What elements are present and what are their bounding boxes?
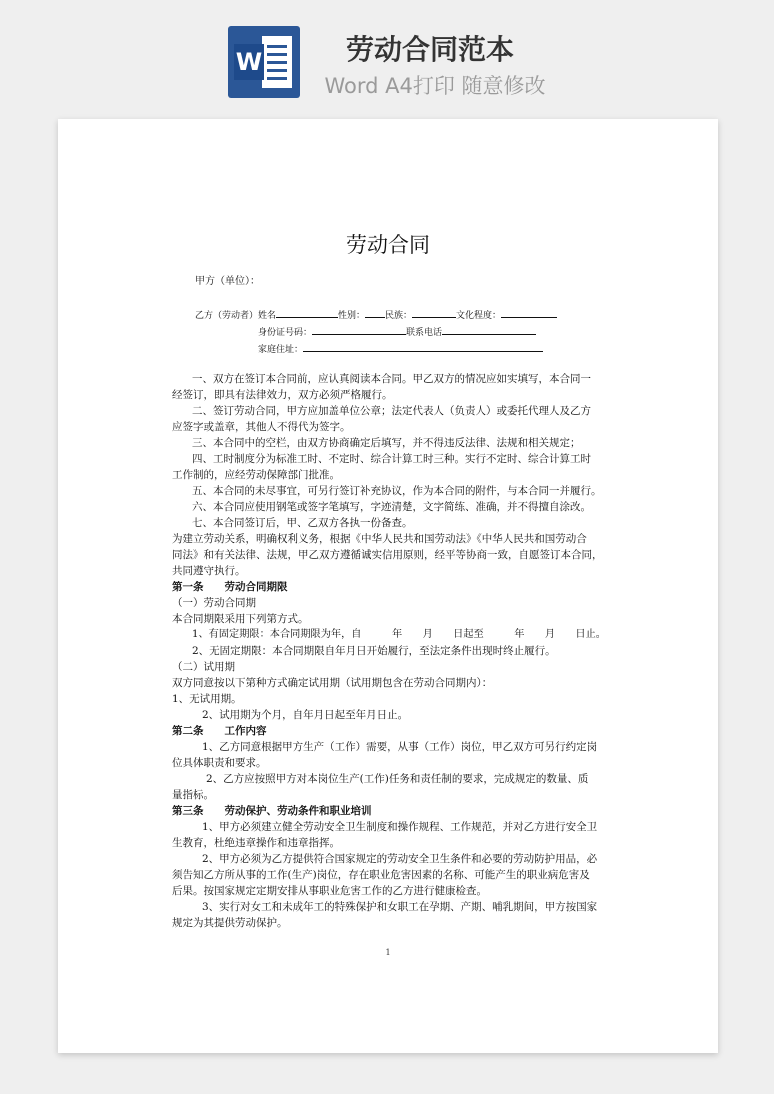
- body-line: 1、甲方必须建立健全劳动安全卫生制度和操作规程、工作规范，并对乙方进行安全卫: [202, 821, 598, 833]
- education-blank[interactable]: [501, 307, 557, 318]
- body-line: 2、乙方应按照甲方对本岗位生产(工作)任务和责任制的要求，完成规定的数量、质: [206, 773, 589, 785]
- document-title: 劳动合同: [346, 233, 430, 257]
- phone-label: 联系电话: [406, 328, 443, 338]
- gender-blank[interactable]: [365, 307, 385, 318]
- body-line: 1、有固定期限：本合同期限为年，自 年 月 日起至 年 月 日止。: [192, 629, 606, 640]
- body-line: 2、甲方必须为乙方提供符合国家规定的劳动安全卫生条件和必要的劳动防护用品，必: [202, 853, 598, 865]
- body-line: 共同遵守执行。: [172, 565, 246, 577]
- party-b-line-1: [195, 307, 557, 323]
- body-line: 规定为其提供劳动保护。: [172, 917, 288, 929]
- body-line: 1、乙方同意根据甲方生产（工作）需要，从事（工作）岗位，甲乙双方可另行约定岗: [202, 741, 598, 753]
- body-line: 本合同期限采用下列第方式。: [172, 613, 309, 625]
- body-line: 3、实行对女工和未成年工的特殊保护和女职工在孕期、产期、哺乳期间，甲方按国家: [202, 901, 598, 913]
- body-line: 四、工时制度分为标准工时、不定时、综合计算工时三种。实行不定时、综合计算工时: [192, 453, 591, 465]
- body-line: 生教育，杜绝违章操作和违章指挥。: [172, 837, 340, 849]
- id-number-label: 身份证号码：: [258, 328, 313, 338]
- document-page: [58, 119, 718, 1053]
- address-blank[interactable]: [303, 341, 543, 352]
- word-document-icon: [228, 26, 300, 98]
- body-line: （二）试用期: [172, 661, 235, 673]
- phone-blank[interactable]: [442, 324, 536, 335]
- education-label: 文化程度：: [456, 311, 502, 321]
- body-line: 为建立劳动关系，明确权利义务，根据《中华人民共和国劳动法》《中华人民共和国劳动合: [172, 533, 587, 545]
- body-line: 工作制的，应经劳动保障部门批准。: [172, 469, 340, 481]
- name-label: 乙方（劳动者）姓名: [195, 311, 277, 321]
- article-heading: 第三条 劳动保护、劳动条件和职业培训: [172, 805, 372, 817]
- preview-banner: [0, 0, 774, 118]
- article-heading: 第一条 劳动合同期限: [172, 581, 288, 593]
- banner-subtitle: Word A4打印 随意修改: [324, 74, 546, 98]
- word-letter: W: [234, 44, 264, 80]
- body-line: 五、本合同的未尽事宜，可另行签订补充协议，作为本合同的附件，与本合同一并履行。: [192, 485, 602, 497]
- body-line: 1、无试用期。: [172, 693, 242, 705]
- ethnicity-label: 民族：: [385, 311, 413, 321]
- body-line: 二、签订劳动合同，甲方应加盖单位公章；法定代表人（负责人）或委托代理人及乙方: [192, 405, 591, 417]
- article-heading: 第二条 工作内容: [172, 725, 267, 737]
- body-line: 量指标。: [172, 789, 214, 801]
- id-number-blank[interactable]: [312, 324, 406, 335]
- address-label: 家庭住址：: [258, 345, 304, 355]
- page-number: 1: [385, 948, 391, 957]
- body-line: 一、双方在签订本合同前，应认真阅读本合同。甲乙双方的情况应如实填写，本合同一: [192, 373, 591, 385]
- body-line: 位具体职责和要求。: [172, 757, 267, 769]
- body-line: 须告知乙方所从事的工作(生产)岗位，存在职业危害因素的名称、可能产生的职业病危害及: [172, 869, 590, 881]
- banner-title: 劳动合同范本: [345, 33, 514, 66]
- name-blank[interactable]: [276, 307, 338, 318]
- body-line: （一）劳动合同期: [172, 597, 256, 609]
- party-b-line-3: [258, 341, 543, 357]
- body-line: 六、本合同应使用钢笔或签字笔填写，字迹清楚，文字简练、准确，并不得擅自涂改。: [192, 501, 591, 513]
- document-sheet-graphic: [262, 36, 292, 88]
- body-line: 2、无固定期限：本合同期限自年月日开始履行，至法定条件出现时终止履行。: [192, 645, 556, 657]
- body-line: 七、本合同签订后，甲、乙双方各执一份备查。: [192, 517, 413, 529]
- body-line: 双方同意按以下第种方式确定试用期（试用期包含在劳动合同期内）：: [172, 677, 493, 689]
- gender-label: 性别：: [338, 311, 366, 321]
- body-line: 三、本合同中的空栏，由双方协商确定后填写，并不得违反法律、法规和相关规定；: [192, 437, 581, 449]
- party-a-label: 甲方（单位）：: [195, 276, 260, 287]
- party-b-line-2: [258, 324, 536, 340]
- body-line: 经签订，即具有法律效力，双方必须严格履行。: [172, 389, 393, 401]
- body-line: 2、试用期为个月，自年月日起至年月日止。: [202, 709, 409, 721]
- body-line: 应签字或盖章，其他人不得代为签字。: [172, 421, 351, 433]
- body-line: 同法》和有关法律、法规，甲乙双方遵循诚实信用原则，经平等协商一致，自愿签订本合同，: [172, 549, 603, 561]
- ethnicity-blank[interactable]: [412, 307, 456, 318]
- body-line: 后果。按国家规定定期安排从事职业危害工作的乙方进行健康检查。: [172, 885, 487, 897]
